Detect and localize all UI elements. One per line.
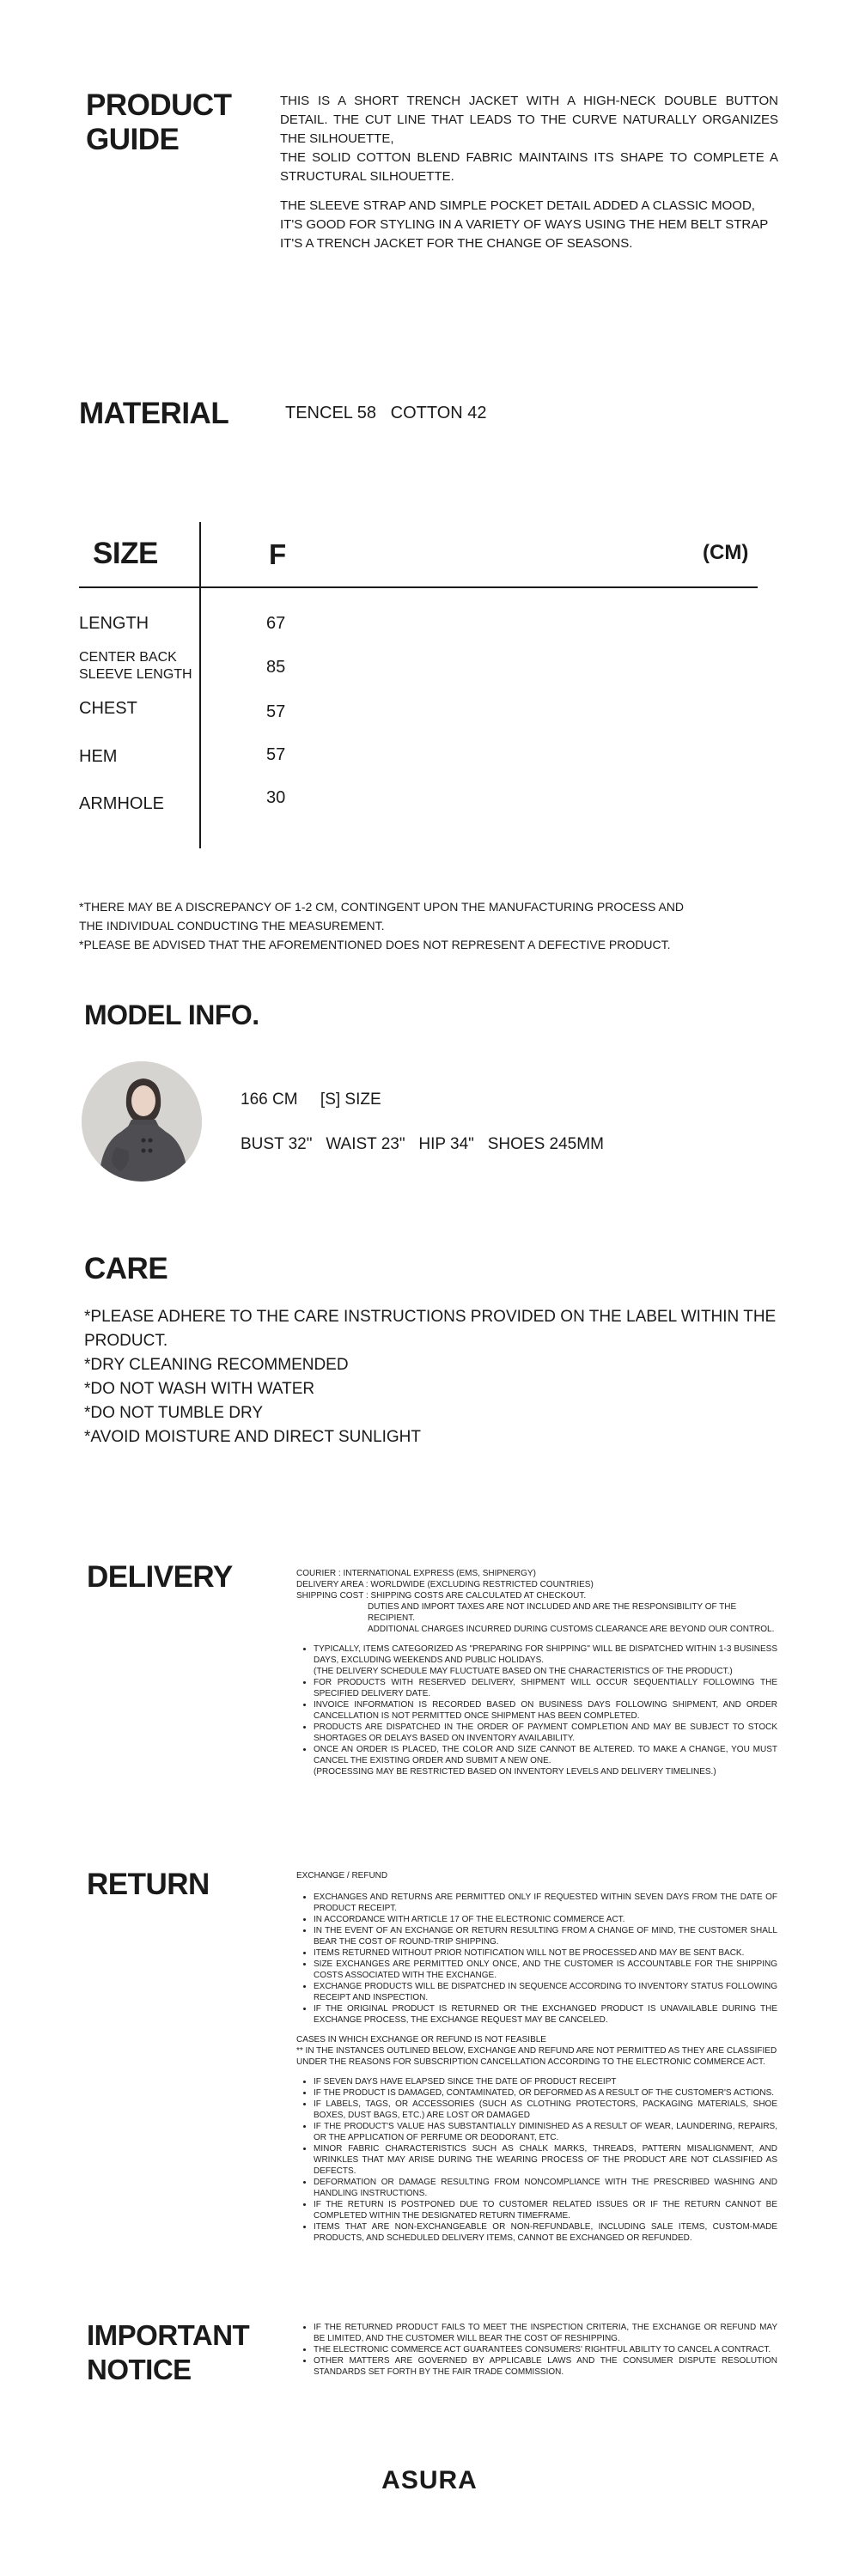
- size-note: *THERE MAY BE A DISCREPANCY OF 1-2 CM, CONTINGENT UPON THE MANUFACTURING PROCESS AND: [79, 900, 685, 914]
- return-case: • DEFORMATION OR DAMAGE RESULTING FROM NONCOMPLIANCE WITH THE PRESCRIBED WASHING AND HANDLING INSTRUCTIONS.: [314, 2177, 777, 2199]
- size-column-header: F: [269, 538, 287, 570]
- model-measurements: BUST 32" WAIST 23" HIP 34" SHOES 245MM: [241, 1135, 604, 1153]
- important-notice-title-line: IMPORTANT: [87, 2319, 250, 2351]
- size-row-value: 30: [266, 788, 286, 807]
- size-row-label: CHEST: [79, 699, 137, 718]
- return-case: • MINOR FABRIC CHARACTERISTICS SUCH AS CHALK MARKS, THREADS, PATTERN MISALIGNMENT, AND WRINKLES THAT MAY ARISE DURING THE WEARING PROCESS OF THE PRODUCT ARE NOT CLASSIFIED AS DEFECTS.: [314, 2143, 777, 2177]
- care-list: [84, 1305, 823, 1449]
- delivery-title: DELIVERY: [87, 1560, 233, 1594]
- material-value: TENCEL 58 COTTON 42: [285, 404, 487, 422]
- model-photo-icon: [82, 1061, 202, 1182]
- notice-bullet: • IF THE RETURNED PRODUCT FAILS TO MEET THE INSPECTION CRITERIA, THE EXCHANGE OR REFUND MAY BE LIMITED, AND THE CUSTOMER WILL BEAR THE COST OF RESHIPPING.: [314, 2322, 777, 2344]
- product-guide-line: THIS IS A SHORT TRENCH JACKET WITH A HIGH-NECK DOUBLE BUTTON DETAIL. THE CUT LINE THAT LEADS TO THE CURVE NATURALLY ORGANIZES THE SILHOUETTE,: [280, 94, 778, 146]
- care-title: CARE: [84, 1252, 168, 1285]
- return-details: [296, 1870, 777, 2244]
- care-item: *DO NOT TUMBLE DRY: [84, 1404, 263, 1422]
- product-guide-line: THE SOLID COTTON BLEND FABRIC MAINTAINS ITS SHAPE TO COMPLETE A STRUCTURAL SILHOUETTE.: [280, 150, 778, 184]
- notice-bullet: • THE ELECTRONIC COMMERCE ACT GUARANTEES CONSUMERS' RIGHTFUL ABILITY TO CANCEL A CONTRACT.: [314, 2344, 777, 2355]
- size-table-header-divider: [79, 586, 758, 588]
- return-heading: EXCHANGE / REFUND: [296, 1871, 388, 1880]
- return-cases: [296, 2076, 777, 2244]
- size-note: THE INDIVIDUAL CONDUCTING THE MEASUREMENT.: [79, 919, 385, 933]
- return-bullet: • SIZE EXCHANGES ARE PERMITTED ONLY ONCE, AND THE CUSTOMER IS ACCOUNTABLE FOR THE SHIPPING COSTS ASSOCIATED WITH THE EXCHANGE.: [314, 1959, 777, 1981]
- product-guide-line: IT'S A TRENCH JACKET FOR THE CHANGE OF SEASONS.: [280, 236, 633, 251]
- care-item: *DO NOT WASH WITH WATER: [84, 1380, 315, 1398]
- product-guide-section: [86, 88, 241, 157]
- size-row-label: LENGTH: [79, 614, 149, 633]
- care-item: *PLEASE ADHERE TO THE CARE INSTRUCTIONS PROVIDED ON THE LABEL WITHIN THE PRODUCT.: [84, 1308, 777, 1350]
- delivery-bullet: • INVOICE INFORMATION IS RECORDED BASED ON BUSINESS DAYS FOLLOWING SHIPMENT, AND ORDER CANCELLATION IS NOT PERMITTED ONCE SHIPMENT HAS BEEN COMPLETED.: [314, 1699, 777, 1722]
- return-bullet: • EXCHANGE PRODUCTS WILL BE DISPATCHED IN SEQUENCE ACCORDING TO INVENTORY STATUS FOLLOWING RECEIPT AND INSPECTION.: [314, 1981, 777, 2003]
- product-guide-title: PRODUCT GUIDE: [86, 88, 232, 156]
- delivery-details: [296, 1568, 777, 1777]
- return-case: • ITEMS THAT ARE NON-EXCHANGEABLE OR NON-REFUNDABLE, INCLUDING SALE ITEMS, CUSTOM-MADE PRODUCTS, AND SCHEDULED DELIVERY ITEMS, CANNOT BE EXCHANGED OR REFUNDED.: [314, 2221, 777, 2244]
- size-row-label: HEM: [79, 747, 118, 766]
- delivery-courier: COURIER : INTERNATIONAL EXPRESS (EMS, SHIPNERGY): [296, 1569, 536, 1578]
- important-notice-title: [87, 2318, 249, 2387]
- delivery-area: DELIVERY AREA : WORLDWIDE (EXCLUDING RESTRICTED COUNTRIES): [296, 1580, 594, 1589]
- product-guide-line: IT'S GOOD FOR STYLING IN A VARIETY OF WAYS USING THE HEM BELT STRAP: [280, 217, 769, 232]
- delivery-additional: ADDITIONAL CHARGES INCURRED DURING CUSTOMS CLEARANCE ARE BEYOND OUR CONTROL.: [368, 1625, 775, 1634]
- important-notice-details: [296, 2322, 777, 2378]
- return-case: • IF SEVEN DAYS HAVE ELAPSED SINCE THE DATE OF PRODUCT RECEIPT: [314, 2076, 777, 2087]
- return-case: • IF THE RETURN IS POSTPONED DUE TO CUSTOMER RELATED ISSUES OR IF THE RETURN CANNOT BE COMPLETED WITHIN THE DESIGNATED RETURN TIMEFRAME.: [314, 2199, 777, 2221]
- return-case: • IF THE PRODUCT IS DAMAGED, CONTAMINATED, OR DEFORMED AS A RESULT OF THE CUSTOMER'S ACTIONS.: [314, 2087, 777, 2099]
- delivery-bullet-text: TYPICALLY, ITEMS CATEGORIZED AS "PREPARING FOR SHIPPING" WILL BE DISPATCHED WITHIN 1-3 BUSINESS DAYS, EXCLUDING WEEKENDS AND PUBLIC HOLIDAYS.: [314, 1644, 777, 1665]
- model-info-title: MODEL INFO.: [84, 999, 259, 1030]
- notice-bullet: • OTHER MATTERS ARE GOVERNED BY APPLICABLE LAWS AND THE CONSUMER DISPUTE RESOLUTION STANDARDS SET FORTH BY THE FAIR TRADE COMMISSION.: [314, 2355, 777, 2378]
- size-title: SIZE: [93, 537, 158, 570]
- model-avatar: [82, 1061, 202, 1182]
- delivery-bullet: • FOR PRODUCTS WITH RESERVED DELIVERY, SHIPMENT WILL OCCUR SEQUENTIALLY FOLLOWING THE SPECIFIED DELIVERY DATE.: [314, 1677, 777, 1699]
- size-row-label-line: CENTER BACK: [79, 650, 177, 665]
- delivery-shipping-cost: SHIPPING COST : SHIPPING COSTS ARE CALCULATED AT CHECKOUT.: [296, 1591, 587, 1601]
- model-height-size: 166 CM [S] SIZE: [241, 1091, 381, 1109]
- return-bullet: • EXCHANGES AND RETURNS ARE PERMITTED ONLY IF REQUESTED WITHIN SEVEN DAYS FROM THE DATE OF PRODUCT RECEIPT.: [314, 1892, 777, 1914]
- return-bullets: [296, 1892, 777, 2026]
- return-bullet: • IN THE EVENT OF AN EXCHANGE OR RETURN RESULTING FROM A CHANGE OF MIND, THE CUSTOMER SHALL BEAR THE COST OF ROUND-TRIP SHIPPING.: [314, 1925, 777, 1947]
- return-bullet: • IN ACCORDANCE WITH ARTICLE 17 OF THE ELECTRONIC COMMERCE ACT.: [314, 1914, 777, 1925]
- delivery-bullet: • PRODUCTS ARE DISPATCHED IN THE ORDER OF PAYMENT COMPLETION AND MAY BE SUBJECT TO STOCK SHORTAGES OR DELAYS BASED ON INVENTORY AVAILABILITY.: [314, 1722, 777, 1744]
- return-case: • IF LABELS, TAGS, OR ACCESSORIES (SUCH AS CLOTHING PROTECTORS, PACKAGING MATERIALS, SHOE BOXES, DUST BAGS, ETC.) ARE LOST OR DAMAGED: [314, 2099, 777, 2121]
- return-cases-heading: CASES IN WHICH EXCHANGE OR REFUND IS NOT FEASIBLE: [296, 2035, 546, 2044]
- delivery-bullets: [296, 1643, 777, 1777]
- care-item: *AVOID MOISTURE AND DIRECT SUNLIGHT: [84, 1428, 422, 1446]
- delivery-bullet-text: (THE DELIVERY SCHEDULE MAY FLUCTUATE BASED ON THE CHARACTERISTICS OF THE PRODUCT.): [314, 1667, 733, 1676]
- delivery-bullet: [314, 1744, 777, 1777]
- brand-logo: ASURA: [381, 2466, 478, 2494]
- size-table-column-divider: [199, 522, 201, 848]
- size-row-value: 85: [266, 658, 286, 677]
- size-unit: (CM): [703, 541, 749, 564]
- material-title: MATERIAL: [79, 397, 229, 430]
- size-row-label-line: SLEEVE LENGTH: [79, 667, 192, 682]
- size-row-value: 57: [266, 745, 286, 764]
- size-row-label: ARMHOLE: [79, 794, 164, 813]
- delivery-bullet: [314, 1643, 777, 1677]
- return-cases-note: ** IN THE INSTANCES OUTLINED BELOW, EXCHANGE AND REFUND ARE NOT PERMITTED AS THEY ARE CLASSIFIED UNDER THE REASONS FOR SUBSCRIPTION CANCELLATION ACCORDING TO THE ELECTRONIC COMMERCE ACT.: [296, 2046, 777, 2067]
- product-guide-text: [280, 92, 778, 253]
- size-row-value: 67: [266, 614, 286, 633]
- size-notes: [79, 897, 732, 954]
- return-bullet: • IF THE ORIGINAL PRODUCT IS RETURNED OR THE EXCHANGED PRODUCT IS UNAVAILABLE DURING THE EXCHANGE PROCESS, THE EXCHANGE REQUEST MAY BE CANCELED.: [314, 2003, 777, 2026]
- delivery-duties: DUTIES AND IMPORT TAXES ARE NOT INCLUDED AND ARE THE RESPONSIBILITY OF THE RECIPIENT.: [368, 1602, 737, 1623]
- delivery-bullet-text: (PROCESSING MAY BE RESTRICTED BASED ON INVENTORY LEVELS AND DELIVERY TIMELINES.): [314, 1767, 716, 1777]
- size-note: *PLEASE BE ADVISED THAT THE AFOREMENTIONED DOES NOT REPRESENT A DEFECTIVE PRODUCT.: [79, 938, 671, 951]
- important-notice-title-line: NOTICE: [87, 2354, 192, 2385]
- return-case: • IF THE PRODUCT'S VALUE HAS SUBSTANTIALLY DIMINISHED AS A RESULT OF WEAR, LAUNDERING, REPAIRS, OR THE APPLICATION OF PERFUME OR DEODORANT, ETC.: [314, 2121, 777, 2143]
- return-bullet: • ITEMS RETURNED WITHOUT PRIOR NOTIFICATION WILL NOT BE PROCESSED AND MAY BE SENT BACK.: [314, 1947, 777, 1959]
- product-guide-line: THE SLEEVE STRAP AND SIMPLE POCKET DETAIL ADDED A CLASSIC MOOD,: [280, 198, 755, 213]
- care-item: *DRY CLEANING RECOMMENDED: [84, 1356, 349, 1374]
- return-title: RETURN: [87, 1868, 210, 1901]
- size-row-value: 57: [266, 702, 286, 721]
- size-row-label: [79, 649, 192, 683]
- delivery-bullet-text: ONCE AN ORDER IS PLACED, THE COLOR AND SIZE CANNOT BE ALTERED. TO MAKE A CHANGE, YOU MUST CANCEL THE EXISTING ORDER AND SUBMIT A NEW ONE.: [314, 1745, 777, 1765]
- notice-bullets: [296, 2322, 777, 2378]
